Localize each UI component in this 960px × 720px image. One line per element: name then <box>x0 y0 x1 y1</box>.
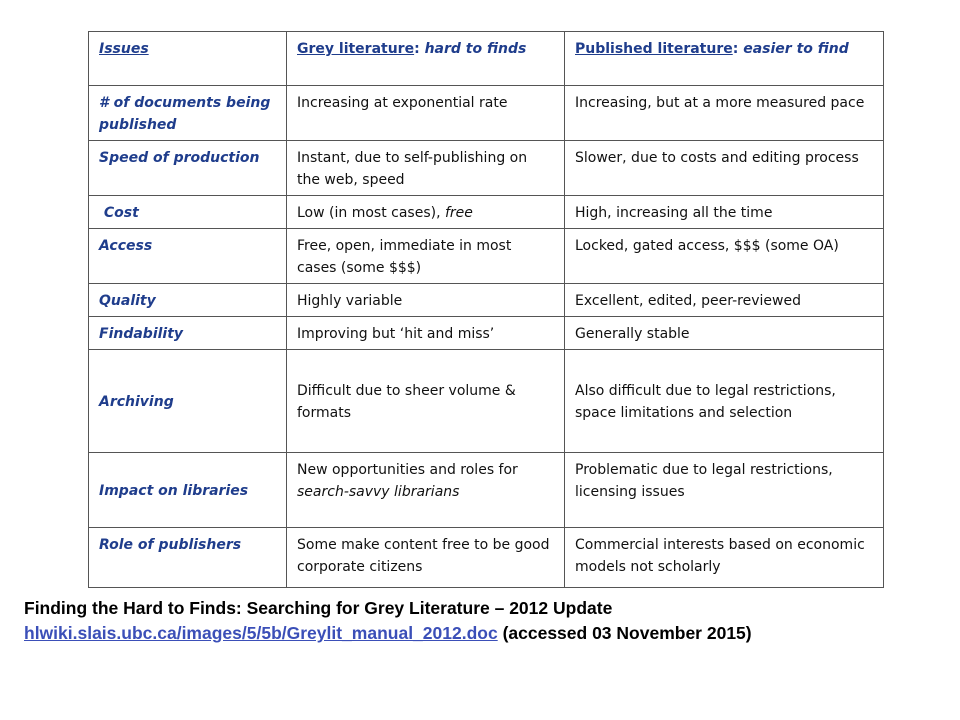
grey-cell: Highly variable <box>287 284 565 317</box>
published-cell: Increasing, but at a more measured pace <box>565 86 884 141</box>
published-cell: Slower, due to costs and editing process <box>565 141 884 196</box>
table-row <box>89 196 884 229</box>
caption <box>24 596 944 646</box>
issue-cell: Archiving <box>89 350 287 453</box>
published-cell: Generally stable <box>565 317 884 350</box>
grey-cell: Improving but ‘hit and miss’ <box>287 317 565 350</box>
grey-cell: New opportunities and roles for search-savvy librarians <box>287 453 565 528</box>
table-row <box>89 86 884 141</box>
issue-cell: Speed of production <box>89 141 287 196</box>
header-published-literature: Published literature: easier to find <box>565 32 884 86</box>
published-cell: Excellent, edited, peer-reviewed <box>565 284 884 317</box>
published-cell: Also difficult due to legal restrictions, space limitations and selection <box>565 350 884 453</box>
grey-cell: Free, open, immediate in most cases (some $$$) <box>287 229 565 284</box>
issue-cell: Findability <box>89 317 287 350</box>
published-cell: Commercial interests based on economic models not scholarly <box>565 528 884 588</box>
issue-cell: Access <box>89 229 287 284</box>
grey-cell: Increasing at exponential rate <box>287 86 565 141</box>
caption-title: Finding the Hard to Finds: Searching for Grey Literature – 2012 Update <box>24 598 613 618</box>
table-row <box>89 528 884 588</box>
header-issues: Issues <box>89 32 287 86</box>
table-header-row <box>89 32 884 86</box>
source-link[interactable]: hlwiki.slais.ubc.ca/images/5/5b/Greylit_manual_2012.doc <box>24 623 498 643</box>
table-row <box>89 229 884 284</box>
table-row <box>89 453 884 528</box>
comparison-table-container <box>88 31 883 575</box>
grey-cell: Some make content free to be good corporate citizens <box>287 528 565 588</box>
header-grey-literature: Grey literature: hard to finds <box>287 32 565 86</box>
published-cell: Problematic due to legal restrictions, licensing issues <box>565 453 884 528</box>
issue-cell: Cost <box>89 196 287 229</box>
issue-cell: Impact on libraries <box>89 453 287 528</box>
issue-cell: Quality <box>89 284 287 317</box>
table-row <box>89 317 884 350</box>
issue-cell: Role of publishers <box>89 528 287 588</box>
accessed-date: (accessed 03 November 2015) <box>497 623 752 643</box>
table-row <box>89 141 884 196</box>
grey-cell: Low (in most cases), free <box>287 196 565 229</box>
published-cell: Locked, gated access, $$$ (some OA) <box>565 229 884 284</box>
issue-cell: # of documents being published <box>89 86 287 141</box>
table-row <box>89 284 884 317</box>
caption-source <box>24 621 944 646</box>
published-cell: High, increasing all the time <box>565 196 884 229</box>
grey-cell: Difficult due to sheer volume & formats <box>287 350 565 453</box>
comparison-table <box>88 31 884 588</box>
grey-cell: Instant, due to self-publishing on the web, speed <box>287 141 565 196</box>
table-row <box>89 350 884 453</box>
